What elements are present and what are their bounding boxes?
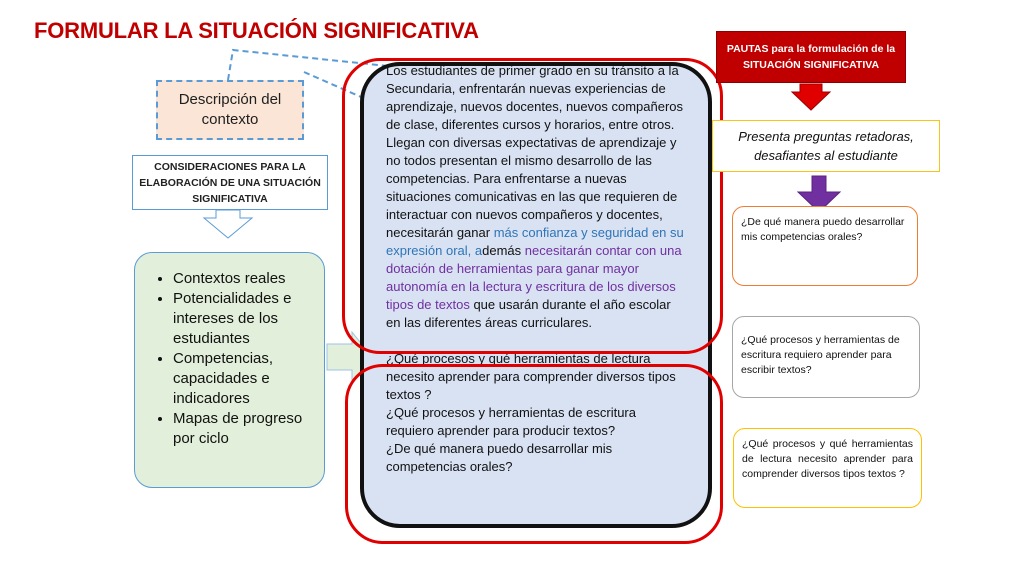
- list-item: • Competencias, capacidades e indicadores: [173, 349, 316, 409]
- down-arrow-icon: [204, 210, 252, 238]
- highlight-blue-text: más confianza y seguridad en su expresión oral, a: [386, 225, 684, 258]
- question-card-writing: ¿Qué procesos y herramientas de escritura requiero aprender para escribir textos?: [732, 316, 920, 398]
- question-oral: ¿De qué manera puedo desarrollar mis competencias orales?: [386, 441, 613, 474]
- red-down-arrow-icon: [792, 84, 830, 110]
- considerations-list: [134, 252, 325, 488]
- question-card-oral: ¿De qué manera puedo desarrollar mis competencias orales?: [732, 206, 918, 286]
- context-text-end: que usarán durante el año escolar en las diferentes áreas curriculares.: [386, 297, 671, 330]
- red-outline-context: [342, 58, 723, 354]
- challenge-questions-box: Presenta preguntas retadoras, desafiantes al estudiante: [712, 120, 940, 172]
- context-text: Los estudiantes de primer grado en su tránsito a la Secundaria, enfrentarán nuevas experiencias de aprendizaje, nuevos docentes, nuevos compañeros de clase, diferentes cursos y horarios, entre otros. Llegan con diversas expectativas de aprendizaje y no todos presentan el mismo desarrollo de las competencias. Para enfrentarse a nuevas situaciones comunicativas en las que requieren de interactuar con nuevos compañeros y docentes, necesitarán ganar: [386, 63, 684, 240]
- question-reading: ¿Qué procesos y qué herramientas de lectura necesito aprender para comprender diversos tipos textos ?: [386, 351, 676, 402]
- list-item: • Mapas de progreso por ciclo: [173, 409, 316, 449]
- red-outline-questions: [345, 364, 723, 544]
- guidelines-box: PAUTAS para la formulación de la SITUACIÓN SIGNIFICATIVA: [716, 31, 906, 83]
- page-title: FORMULAR LA SITUACIÓN SIGNIFICATIVA: [34, 18, 479, 43]
- highlight-purple-text: necesitarán contar con una dotación de herramientas para ganar mayor autonomía en la lectura y escritura de los diversos tipos de textos: [386, 243, 682, 312]
- considerations-box: CONSIDERACIONES PARA LA ELABORACIÓN DE UNA SITUACIÓN SIGNIFICATIVA: [132, 155, 328, 210]
- description-box: Descripción del contexto: [156, 80, 304, 140]
- list-item: • Potencialidades e intereses de los estudiantes: [173, 289, 316, 349]
- question-card-reading: ¿Qué procesos y qué herramientas de lectura necesito aprender para comprender diversos tipos textos ?: [733, 428, 922, 508]
- list-item: • Contextos reales: [173, 269, 316, 289]
- context-text-cont: demás: [482, 243, 525, 258]
- question-writing: ¿Qué procesos y herramientas de escritura requiero aprender para producir textos?: [386, 405, 636, 438]
